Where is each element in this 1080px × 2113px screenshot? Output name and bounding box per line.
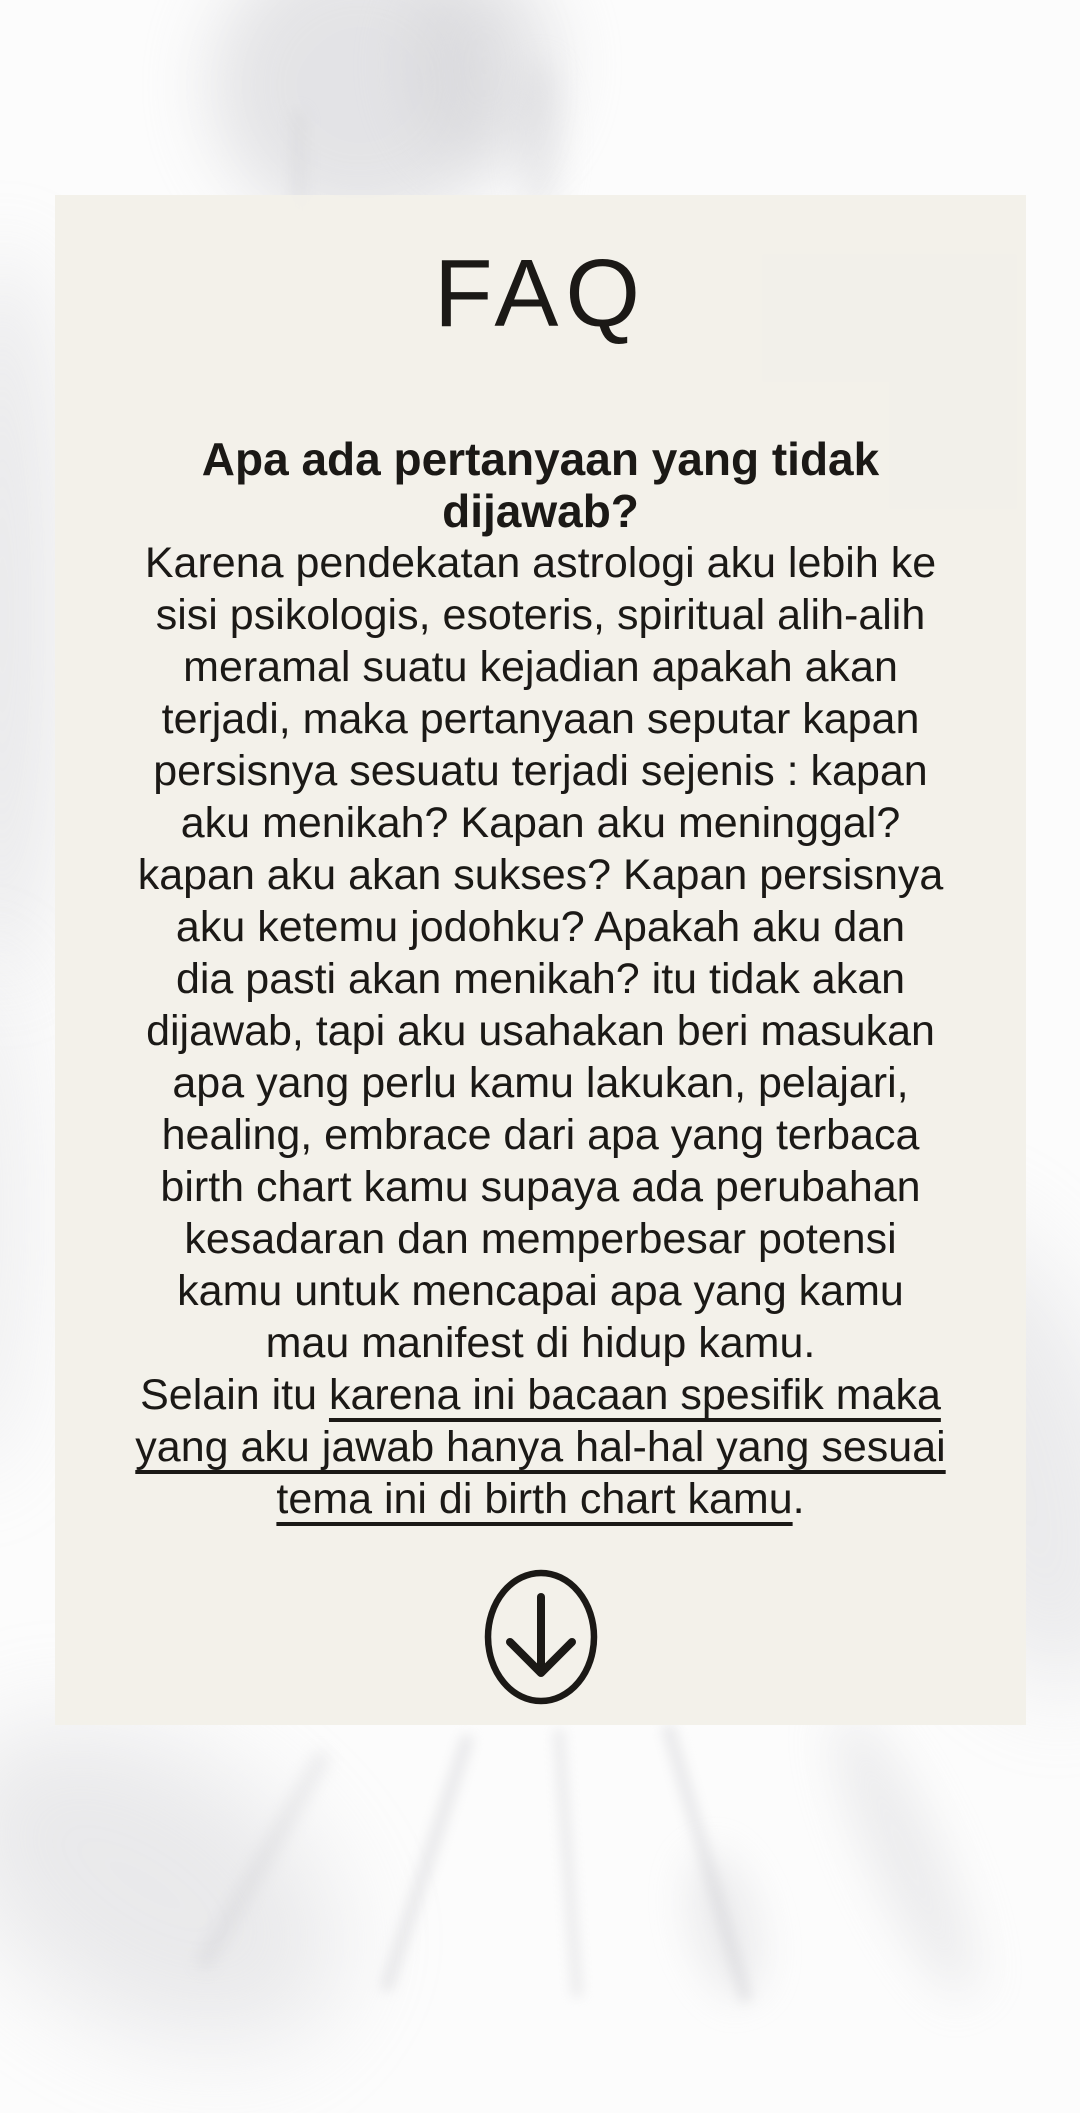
faq-card [55,195,1026,1725]
plant-shadow [810,1699,1000,2011]
plant-shadow [0,950,25,1480]
answer-line: healing, embrace dari apa yang terbaca [161,1110,920,1159]
answer-line: aku menikah? Kapan aku meninggal? [180,798,901,847]
answer-line: Selain itu karena ini bacaan spesifik maka [140,1370,941,1419]
answer-line: birth chart kamu supaya ada perubahan [160,1162,921,1211]
answer-line: tema ini di birth chart kamu. [276,1474,805,1523]
answer-line: sisi psikologis, esoteris, spiritual alih-alih [155,590,926,639]
scroll-down-indicator[interactable] [483,1567,599,1707]
answer-line: yang aku jawab hanya hal-hal yang sesuai [135,1422,946,1471]
down-arrow-icon [483,1567,599,1707]
answer-line: aku ketemu jodohku? Apakah aku dan [175,902,906,951]
answer-line: terjadi, maka pertanyaan seputar kapan [161,694,920,743]
plant-stem-shadow [379,1732,476,1993]
plant-stem-shadow [553,1728,584,1998]
answer-line: dia pasti akan menikah? itu tidak akan [175,954,906,1003]
question-line: dijawab? [442,484,639,537]
plant-shadow [0,250,60,980]
answer-line: kesadaran dan memperbesar potensi [184,1214,897,1263]
faq-question [55,433,1026,537]
plant-shadow [673,1844,777,2006]
plant-shadow [0,1657,399,2113]
answer-line: meramal suatu kejadian apakah akan [183,642,898,691]
question-line: Apa ada pertanyaan yang tidak [201,432,880,485]
answer-line: apa yang perlu kamu lakukan, pelajari, [172,1058,909,1107]
page-title: FAQ [433,240,648,347]
answer-line: kapan aku akan sukses? Kapan persisnya [137,850,944,899]
answer-line: Karena pendekatan astrologi aku lebih ke [144,538,937,587]
answer-line: dijawab, tapi aku usahakan beri masukan [146,1006,935,1055]
answer-line: persisnya sesuatu terjadi sejenis : kapan [153,746,928,795]
answer-line: kamu untuk mencapai apa yang kamu [177,1266,904,1315]
answer-line: mau manifest di hidup kamu. [265,1318,816,1367]
faq-answer [55,537,1026,1525]
